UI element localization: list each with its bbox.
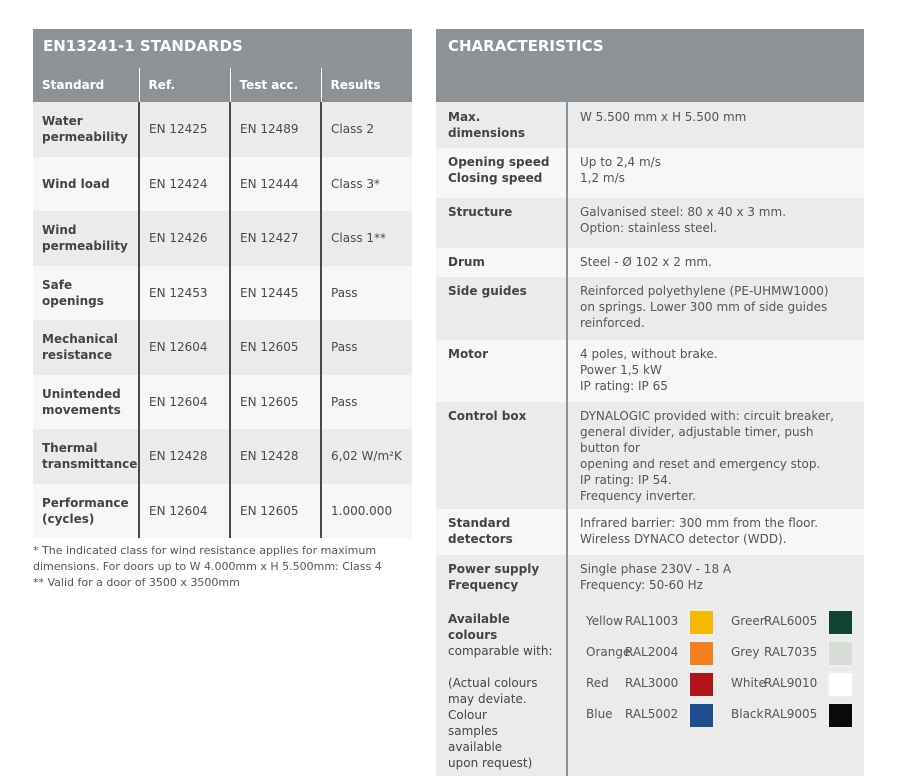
table-row [33,320,412,375]
colours-note-line: samples available [448,724,503,754]
colour-name: Yellow [586,614,623,628]
label-text: Side guides [448,284,527,298]
table-row [33,211,412,266]
colours-sublabel: comparable with: [448,644,553,658]
cell-text: EN 12424 [149,176,208,191]
label-text: Power supply [448,562,540,576]
result-cell [321,266,412,321]
standard-name [33,157,139,212]
ref-cell [139,320,230,375]
value-text: Up to 2,4 m/s [580,155,661,169]
colour-code: RAL9005 [764,707,818,721]
label-text: Drum [448,255,485,269]
standard-name [33,484,139,539]
value-text: 1,2 m/s [580,171,625,185]
cell-text: EN 12444 [240,176,299,191]
colour-code: RAL9010 [764,676,818,690]
standard-name [33,320,139,375]
note-line: dimensions. For doors up to W 4.000mm x H 5.500mm: Class 4 [33,560,382,573]
test-cell [230,102,321,157]
characteristic-label [436,277,567,340]
cell-text: permeability [42,130,128,145]
cell-text: EN 12605 [240,394,299,409]
colours-label [436,605,567,776]
col-results: Results [321,68,412,102]
cell-text: EN 12489 [240,122,299,137]
colour-swatch [827,609,854,636]
table-row [33,157,412,212]
standard-name [33,429,139,484]
colour-code: RAL3000 [625,676,679,690]
value-text: opening and reset and emergency stop. [580,457,821,471]
characteristic-label [436,402,567,509]
test-cell [230,211,321,266]
table-row [33,429,412,484]
cell-text: EN 12605 [240,503,299,518]
table-row [436,102,864,148]
value-text: Steel - Ø 102 x 2 mm. [580,255,712,269]
table-row [436,148,864,198]
value-text: 4 poles, without brake. [580,347,718,361]
characteristics-panel [436,29,864,776]
cell-text: resistance [42,348,113,363]
standard-name [33,375,139,430]
standards-panel [33,29,412,591]
standard-name [33,102,139,157]
colour-swatch [688,640,715,667]
cell-text: Class 1** [331,231,387,246]
characteristic-value [567,248,864,277]
colour-swatch [688,609,715,636]
cell-text: EN 12604 [149,340,208,355]
colours-note-line: (Actual colours [448,676,538,690]
cell-text: Pass [331,285,358,300]
value-text: DYNALOGIC provided with: circuit breaker, [580,409,834,423]
colours-note-line: may deviate. Colour [448,692,527,722]
value-text: Single phase 230V - 18 A [580,562,732,576]
note-line: ** Valid for a door of 3500 x 3500mm [33,576,240,589]
cell-text: 6,02 W/m²K [331,449,402,464]
colour-name: Black [731,707,764,721]
colour-name: Orange [586,645,631,659]
colours-note-line: upon request) [448,756,533,770]
value-text: general divider, adjustable timer, push button for [580,425,814,455]
colour-code: RAL1003 [625,614,679,628]
value-text: Power 1,5 kW [580,363,662,377]
cell-text: Pass [331,340,358,355]
cell-text: Safe openings [42,277,104,308]
characteristic-value [567,555,864,605]
ref-cell [139,375,230,430]
value-text: Wireless DYNACO detector (WDD). [580,532,787,546]
label-text: Control box [448,409,527,423]
colour-swatch [827,671,854,698]
ref-cell [139,211,230,266]
cell-text: Pass [331,394,358,409]
colour-name: Blue [586,707,613,721]
standards-notes [33,543,412,591]
colour-name: Green [731,614,768,628]
colour-code: RAL5002 [625,707,679,721]
cell-text: EN 12453 [149,285,208,300]
cell-text: 1.000.000 [331,503,393,518]
label-text: Closing speed [448,171,543,185]
standards-header-row [33,68,412,102]
value-text: on springs. Lower 300 mm of side guides [580,300,828,314]
cell-text: Mechanical [42,332,118,347]
standard-name [33,211,139,266]
value-text: W 5.500 mm x H 5.500 mm [580,110,747,124]
cell-text: EN 12425 [149,122,208,137]
colour-name: Grey [731,645,760,659]
cell-text: Wind [42,223,77,238]
cell-text: EN 12427 [240,231,299,246]
cell-text: Thermal [42,441,98,456]
test-cell [230,157,321,212]
value-text: Galvanised steel: 80 x 40 x 3 mm. [580,205,787,219]
colour-code: RAL7035 [764,645,818,659]
col-standard: Standard [33,68,139,102]
characteristic-label [436,198,567,248]
value-text: Infrared barrier: 300 mm from the floor. [580,516,819,530]
test-cell [230,375,321,430]
ref-cell [139,266,230,321]
test-cell [230,484,321,539]
cell-text: EN 12428 [149,449,208,464]
test-cell [230,320,321,375]
table-row [436,402,864,509]
characteristic-value [567,402,864,509]
ref-cell [139,484,230,539]
cell-text: EN 12428 [240,449,299,464]
colour-swatch [827,640,854,667]
spacer [448,659,554,675]
characteristic-label [436,102,567,148]
test-cell [230,429,321,484]
standard-name [33,266,139,321]
cell-text: Wind load [42,176,110,191]
cell-text: permeability [42,239,128,254]
cell-text: Unintended [42,386,121,401]
value-text: Reinforced polyethylene (PE-UHMW1000) [580,284,829,298]
label-text: Structure [448,205,513,219]
table-row [436,248,864,277]
result-cell [321,320,412,375]
table-row [33,102,412,157]
characteristic-value [567,102,864,148]
table-row [33,266,412,321]
table-row [436,555,864,605]
characteristic-label [436,509,567,555]
characteristic-label [436,340,567,402]
colour-code: RAL2004 [625,645,679,659]
table-row [436,340,864,402]
table-row [436,277,864,340]
label-text: Max. dimensions [448,110,526,140]
table-row [436,198,864,248]
value-text: Frequency: 50-60 Hz [580,578,703,592]
label-text: Motor [448,347,489,361]
cell-text: movements [42,402,121,417]
characteristics-title: CHARACTERISTICS [436,29,864,102]
label-text: Standard detectors [448,516,513,546]
table-row [33,375,412,430]
value-text: Option: stainless steel. [580,221,718,235]
result-cell [321,429,412,484]
value-text: reinforced. [580,316,645,330]
ref-cell [139,429,230,484]
cell-text: (cycles) [42,511,95,526]
characteristic-label [436,555,567,605]
cell-text: EN 12426 [149,231,208,246]
value-text: IP rating: IP 54. [580,473,672,487]
cell-text: transmittance [42,457,138,472]
cell-text: EN 12604 [149,394,208,409]
cell-text: Class 2 [331,122,375,137]
note-line: * The indicated class for wind resistance applies for maximum [33,544,377,557]
value-text: Frequency inverter. [580,489,696,503]
cell-text: Water [42,114,83,129]
table-row [33,484,412,539]
ref-cell [139,102,230,157]
cell-text: Performance [42,495,129,510]
label-text: Frequency [448,578,519,592]
result-cell [321,484,412,539]
cell-text: EN 12605 [240,340,299,355]
characteristic-value [567,509,864,555]
characteristic-value [567,340,864,402]
colour-swatch [827,702,854,729]
characteristic-value [567,148,864,198]
characteristic-label [436,148,567,198]
colours-value [567,605,864,776]
colours-title: Available colours [448,612,510,642]
colours-row [436,605,864,776]
standards-title: EN13241-1 STANDARDS [33,29,412,68]
colour-name: Red [586,676,609,690]
characteristic-value [567,277,864,340]
cell-text: EN 12445 [240,285,299,300]
label-text: Opening speed [448,155,550,169]
cell-text: Class 3* [331,176,381,191]
standards-table [33,68,412,538]
colour-name: White [731,676,766,690]
colour-swatch [688,671,715,698]
characteristic-label [436,248,567,277]
cell-text: EN 12604 [149,503,208,518]
result-cell [321,157,412,212]
colour-code: RAL6005 [764,614,818,628]
characteristics-table [436,102,864,776]
col-test: Test acc. [230,68,321,102]
characteristic-value [567,198,864,248]
colour-swatch [688,702,715,729]
colour-swatch-grid [580,609,852,729]
value-text: IP rating: IP 65 [580,379,668,393]
table-row [436,509,864,555]
result-cell [321,102,412,157]
test-cell [230,266,321,321]
ref-cell [139,157,230,212]
result-cell [321,375,412,430]
result-cell [321,211,412,266]
col-ref: Ref. [139,68,230,102]
